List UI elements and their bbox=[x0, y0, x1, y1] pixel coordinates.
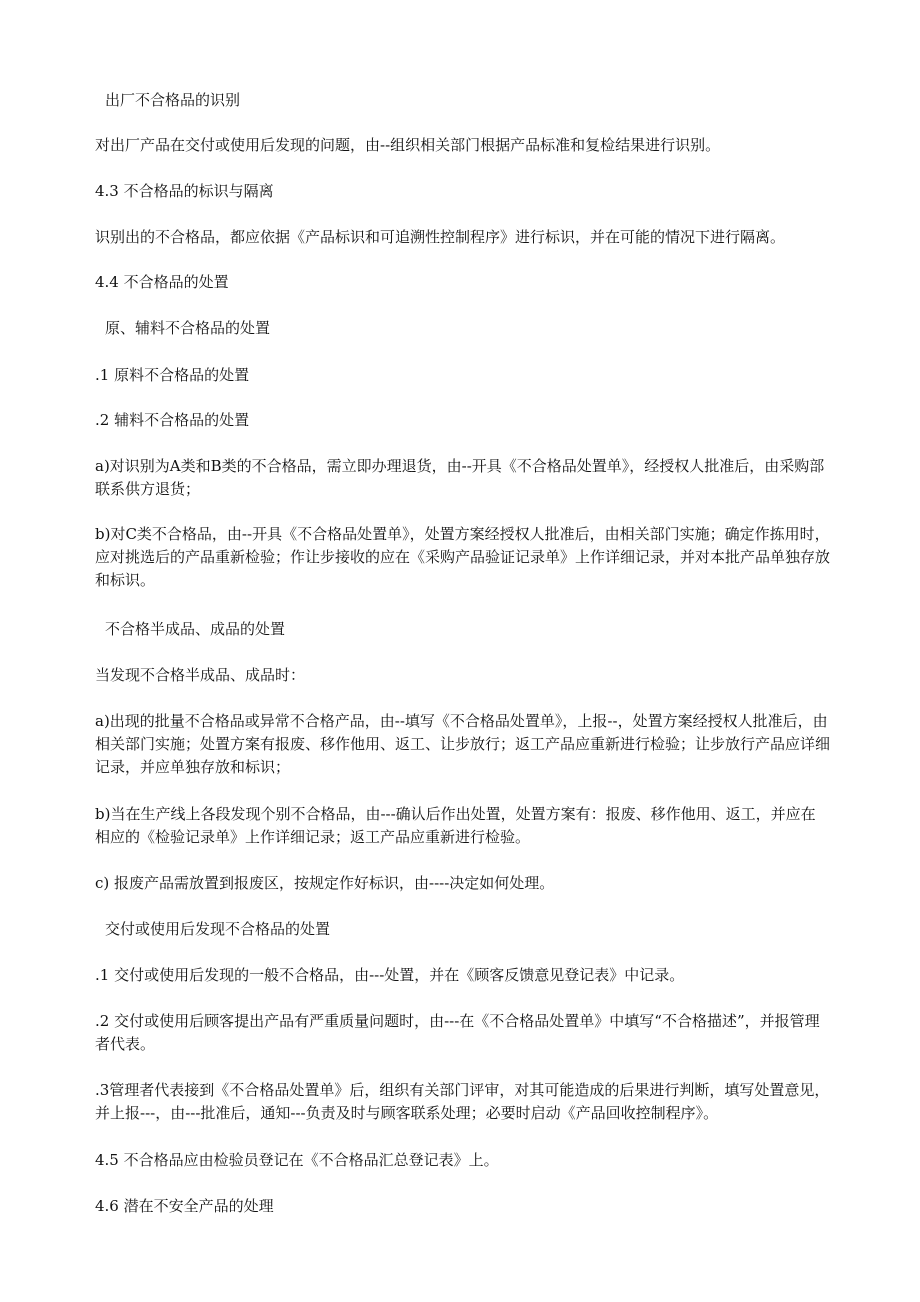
paragraph-scrap-products: c) 报废产品需放置到报废区，按规定作好标识，由----决定如何处理。 bbox=[95, 874, 555, 892]
heading-raw-material-disposal: .1 原料不合格品的处置 bbox=[95, 366, 250, 384]
heading-after-delivery-disposal: 交付或使用后发现不合格品的处置 bbox=[105, 920, 331, 938]
heading-raw-auxiliary-disposal: 原、辅料不合格品的处置 bbox=[105, 319, 271, 337]
paragraph-production-line-individual: b)当在生产线上各段发现个别不合格品，由---确认后作出处置，处置方案有：报废、移作他用、返工，并应在相应的《检验记录单》上作详细记录；返工产品应重新进行检验。 bbox=[95, 805, 816, 846]
heading-4-6-potentially-unsafe: 4.6 潜在不安全产品的处理 bbox=[95, 1197, 274, 1215]
heading-outgoing-nonconforming-identification: 出厂不合格品的识别 bbox=[105, 91, 241, 109]
paragraph-outgoing-identification: 对出厂产品在交付或使用后发现的问题，由--组织相关部门根据产品标准和复检结果进行识别。 bbox=[95, 136, 721, 154]
paragraph-marking-isolation: 识别出的不合格品，都应依据《产品标识和可追溯性控制程序》进行标识，并在可能的情况下进行隔离。 bbox=[95, 228, 786, 246]
paragraph-class-a-b-return: a)对识别为A类和B类的不合格品，需立即办理退货，由--开具《不合格品处置单》，经授权人批准后，由采购部联系供方退货； bbox=[95, 457, 825, 498]
paragraph-class-c-disposal: b)对C类不合格品，由--开具《不合格品处置单》，处置方案经授权人批准后，由相关部门实施；确定作拣用时，应对挑选后的产品重新检验；作让步接收的应在《采购产品验证记录单》上作详细记录，并对本批产品单独存放和标识。 bbox=[95, 525, 831, 589]
paragraph-batch-nonconforming: a)出现的批量不合格品或异常不合格产品，由--填写《不合格品处置单》，上报--，处置方案经授权人批准后，由相关部门实施；处置方案有报废、移作他用、返工、让步放行；返工产品应重新进行检验；让步放行产品应详细记录，并应单独存放和标识； bbox=[95, 712, 831, 776]
heading-4-3-marking-isolation: 4.3 不合格品的标识与隔离 bbox=[95, 182, 274, 200]
paragraph-when-found: 当发现不合格半成品、成品时： bbox=[95, 666, 306, 684]
paragraph-management-representative: .3管理者代表接到《不合格品处置单》后，组织有关部门评审，对其可能造成的后果进行判断，填写处置意见，并上报---，由---批准后，通知---负责及时与顾客联系处理；必要时启动《产品回收控制程序》。 bbox=[95, 1081, 830, 1122]
heading-semi-finished-finished-disposal: 不合格半成品、成品的处置 bbox=[105, 620, 286, 638]
heading-4-5-registration: 4.5 不合格品应由检验员登记在《不合格品汇总登记表》上。 bbox=[95, 1151, 499, 1169]
paragraph-general-nonconforming-after-delivery: .1 交付或使用后发现的一般不合格品，由---处置，并在《顾客反馈意见登记表》中记录。 bbox=[95, 966, 685, 984]
heading-4-4-disposal: 4.4 不合格品的处置 bbox=[95, 273, 229, 291]
heading-auxiliary-material-disposal: .2 辅料不合格品的处置 bbox=[95, 411, 250, 429]
paragraph-serious-quality-issue: .2 交付或使用后顾客提出产品有严重质量问题时，由---在《不合格品处置单》中填写“不合格描述”，并报管理者代表。 bbox=[95, 1012, 820, 1053]
